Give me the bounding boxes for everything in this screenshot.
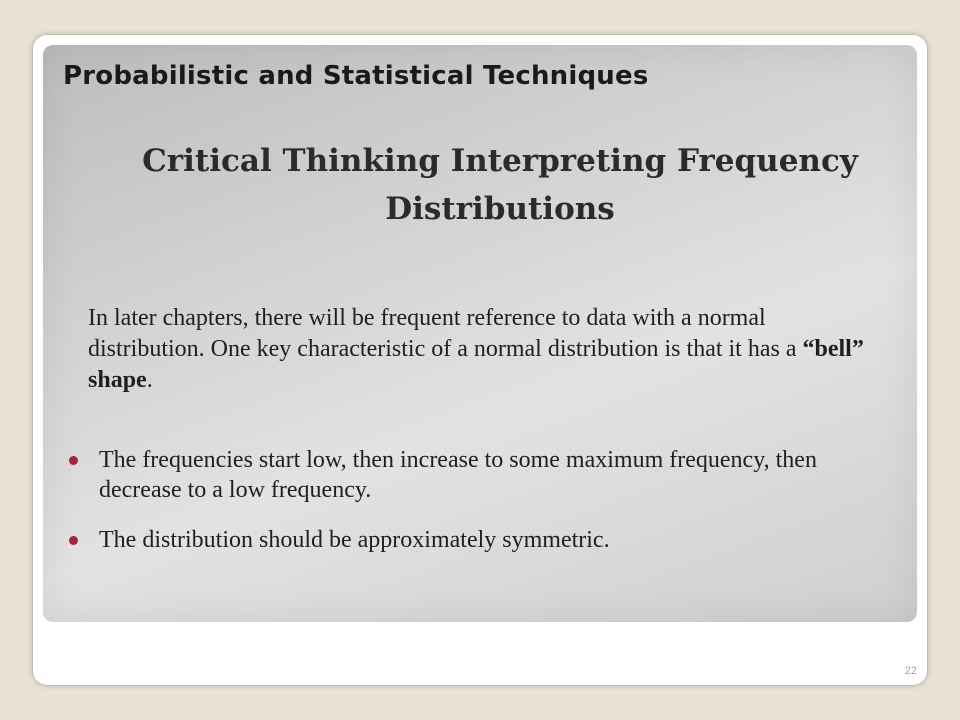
bullet-item bbox=[65, 525, 885, 555]
bullet-dot-icon bbox=[69, 456, 78, 465]
bullet-text: The distribution should be approximately symmetric. bbox=[99, 527, 610, 553]
page-number: 22 bbox=[904, 665, 917, 677]
intro-bold-text: “bell” shape bbox=[88, 336, 864, 393]
slide-card bbox=[33, 35, 927, 685]
intro-paragraph bbox=[88, 303, 888, 396]
intro-text-after: . bbox=[146, 367, 153, 393]
intro-text-before: In later chapters, there will be frequent reference to data with a normal distribution. One key characteristic of a normal distribution is that it has a bbox=[88, 305, 803, 362]
content-panel bbox=[43, 45, 917, 622]
bullet-text: The frequencies start low, then increase to some maximum frequency, then decrease to a low frequency. bbox=[99, 447, 817, 503]
bullet-item bbox=[65, 445, 885, 505]
header-title: Probabilistic and Statistical Techniques bbox=[63, 61, 649, 91]
bullet-dot-icon bbox=[69, 536, 78, 545]
bullet-list bbox=[65, 445, 885, 575]
slide-title: Critical Thinking Interpreting Frequency Distributions bbox=[142, 143, 858, 227]
